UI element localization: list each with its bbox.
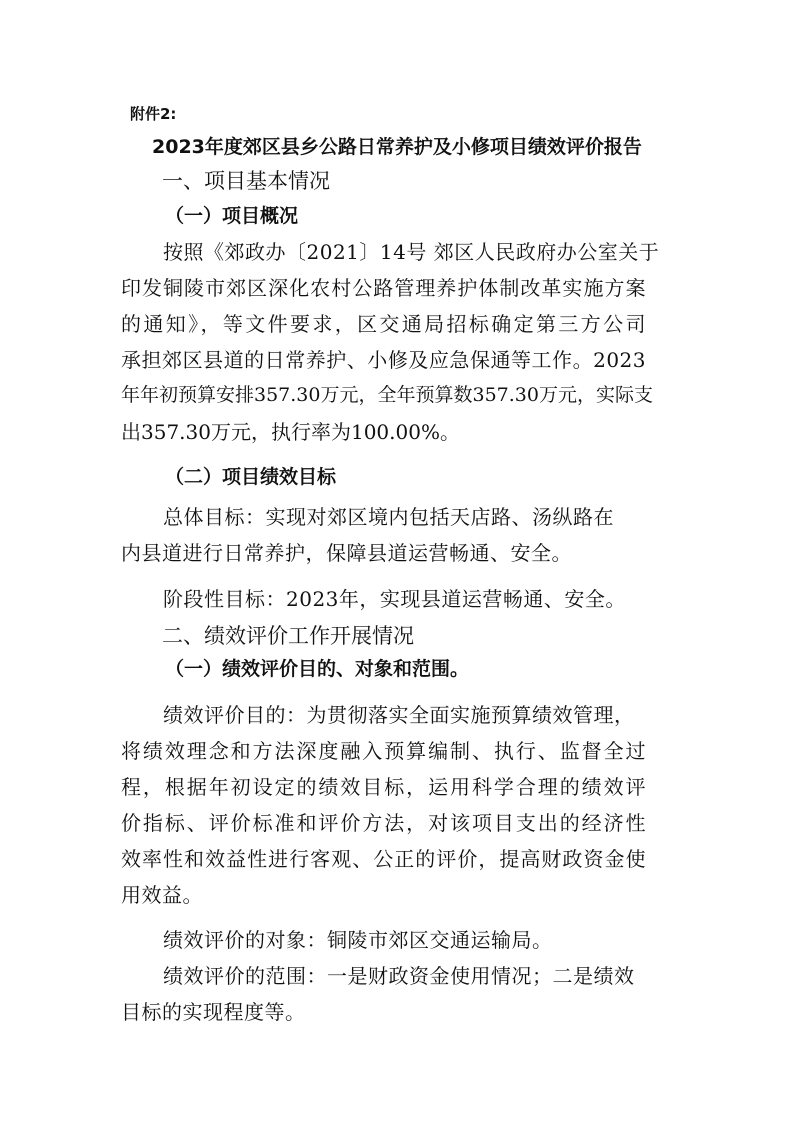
section-2-heading: 二、绩效评价工作开展情况: [162, 624, 414, 648]
paragraph-line: 绩效评价的范围：一是财政资金使用情况；二是绩效: [163, 964, 635, 988]
paragraph-line: 阶段性目标：2023年，实现县道运营畅通、安全。: [163, 587, 626, 611]
paragraph-line: 目标的实现程度等。: [121, 1000, 306, 1024]
paragraph-line: 用效益。: [121, 883, 203, 907]
attachment-label: 附件2:: [130, 105, 177, 123]
paragraph-line: 绩效评价的对象：铜陵市郊区交通运输局。: [163, 928, 553, 952]
section-2-1-heading: （一）绩效评价目的、对象和范围。: [165, 658, 470, 680]
paragraph-line: 的通知》，等文件要求，区交通局招标确定第三方公司: [121, 312, 646, 336]
paragraph-line: 出357.30万元，执行率为100.00%。: [121, 420, 460, 444]
section-1-heading: 一、项目基本情况: [162, 169, 330, 193]
paragraph-line: 效率性和效益性进行客观、公正的评价，提高财政资金使: [121, 847, 646, 871]
paragraph-line: 价指标、评价标准和评价方法，对该项目支出的经济性: [121, 811, 646, 835]
section-1-2-heading: （二）项目绩效目标: [165, 466, 337, 488]
paragraph-line: 印发铜陵市郊区深化农村公路管理养护体制改革实施方案: [121, 276, 646, 300]
paragraph-line: 程，根据年初设定的绩效目标，运用科学合理的绩效评: [121, 775, 646, 799]
paragraph-line: 按照《郊政办〔2021〕14号 郊区人民政府办公室关于: [163, 240, 660, 264]
paragraph-line: 总体目标：实现对郊区境内包括天店路、汤纵路在: [163, 505, 614, 529]
section-1-1-heading: （一）项目概况: [165, 205, 299, 227]
paragraph-line: 内县道进行日常养护，保障县道运营畅通、安全。: [121, 541, 572, 565]
paragraph-line: 将绩效理念和方法深度融入预算编制、执行、监督全过: [121, 739, 646, 763]
paragraph-line: 承担郊区县道的日常养护、小修及应急保通等工作。2023: [121, 348, 646, 372]
paragraph-line: 绩效评价目的：为贯彻落实全面实施预算绩效管理，: [163, 703, 635, 727]
document-title: 2023年度郊区县乡公路日常养护及小修项目绩效评价报告: [152, 136, 642, 158]
paragraph-line: 年年初预算安排357.30万元，全年预算数357.30万元，实际支: [121, 384, 653, 406]
